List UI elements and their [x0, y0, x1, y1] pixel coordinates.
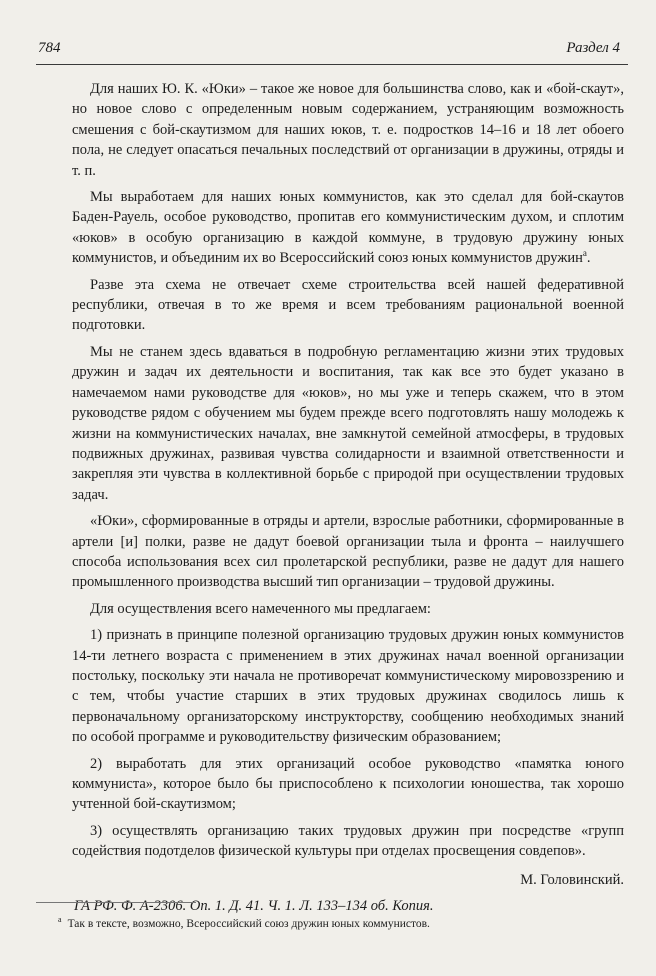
list-item: 3) осуществлять организацию таких трудовых дружин при посредстве «групп содействия подотделов физической культуры при отделах просвещения совдепов». [72, 822, 624, 860]
footnote-text: Так в тексте, возможно, Всероссийский союз дружин юных коммунистов. [67, 917, 430, 930]
paragraph: «Юки», сформированные в отряды и артели, взрослые работники, сформированные в артели [и] полки, разве не дадут боевой организации тыла и фронта – наилучшего способа использования всех сил пролетарской республики, разве не дадут для нашего промышленного производства высший тип организации – трудовой дружины. [72, 513, 624, 591]
paragraph: Для осуществления всего намеченного мы предлагаем: [90, 600, 431, 617]
page-number: 784 [38, 40, 61, 56]
document-body [72, 79, 624, 922]
paragraph: Мы не станем здесь вдаваться в подробную регламентацию жизни этих трудовых дружин и задач их деятельности и воспитания, так как все это будет указано в намечаемом нами руководстве для «юков», но мы уже и теперь скажем, что в этом руководстве рядом с обучением мы будем прежде всего подготовлять нашу молодежь к жизни на коммунистических началах, вне замкнутой семейной атмосферы, в трудовых подвижных дружинах, развивая чувства солидарности и взаимной ответственности и закрепляя эти чувства в коллективной борьбе с природой при осуществлении трудовых задач. [72, 343, 624, 503]
footnote-divider [36, 902, 196, 903]
page-header [36, 34, 628, 65]
list-item: 2) выработать для этих организаций особое руководство «памятка юного коммуниста», которое было бы приспособлено к психологии юношества, так хорошо учтенной бой-скаутизмом; [72, 755, 624, 813]
paragraph-end: . [586, 250, 591, 267]
list-item: 1) признать в принципе полезной организацию трудовых дружин юных коммунистов 14-ти летнего возраста с применением в этих дружинах начал военной организации постольку, поскольку эти начала не противоречат коммунистическому мировоззрению и с тем, чтобы участие старших в этих трудовых дружинах сводилось лишь к первоначальному организаторскому инструкторству, сообщению необходимых знаний по особой программе и руководительству физическим образованием; [72, 627, 624, 746]
paragraph [72, 187, 624, 269]
archive-reference: ГА РФ. Ф. А-2306. Оп. 1. Д. 41. Ч. 1. Л. 133–134 об. Копия. [74, 898, 434, 915]
signature: М. Головинский. [520, 871, 624, 888]
footnote-reference: а [582, 248, 587, 259]
footnote [58, 912, 618, 932]
paragraph-text: Мы выработаем для наших юных коммунистов, как это сделал для бой-скаутов Баден-Рауель, особое руководство, пропитав его коммунистическим духом, и сплотим «юков» в особую организацию в каждой коммуне, в трудовую дружину юных коммунистов, и объединим их во Всероссийский союз юных коммунистов дружин [72, 189, 624, 267]
paragraph: Для наших Ю. К. «Юки» – такое же новое для большинства слово, как и «бой-скаут», но новое слово с определенным новым содержанием, устраняющим возможность смешения с бой-скаутизмом для наших юков, т. е. подростков 14–16 и 18 лет обоего пола, не следует опасаться печальных последствий от организации в дружины, отряды и т. п. [72, 81, 624, 179]
section-title: Раздел 4 [566, 40, 620, 56]
footnote-mark: а [58, 915, 62, 924]
paragraph: Разве эта схема не отвечает схеме строительства всей нашей федеративной республики, отвечая в то же время и всем требованиям рациональной военной подготовки. [72, 276, 624, 334]
